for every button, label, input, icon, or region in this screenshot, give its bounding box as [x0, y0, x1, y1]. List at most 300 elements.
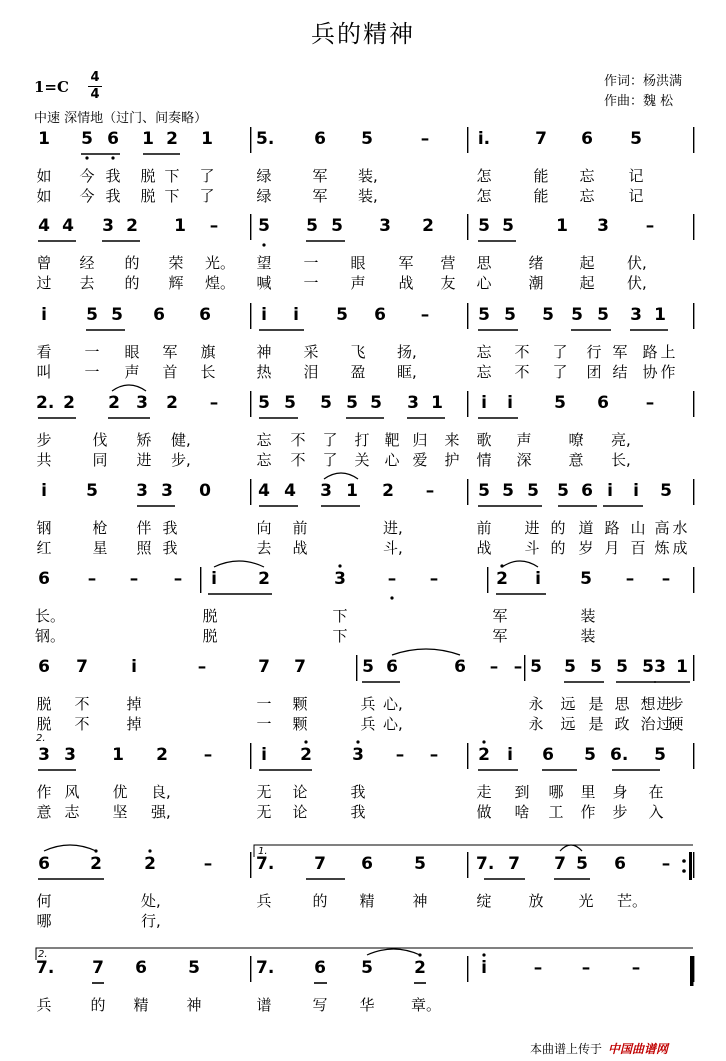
note: 7.	[36, 958, 55, 978]
bar-line	[250, 127, 251, 153]
note: 5	[361, 958, 373, 978]
lyric-verse2: 政	[614, 715, 630, 733]
note: 6	[581, 129, 593, 149]
note: 5	[478, 216, 490, 236]
lyric-verse1: 行	[586, 343, 602, 361]
note: 5	[576, 854, 588, 874]
note: 6	[153, 305, 165, 325]
octave-dot-below	[111, 156, 114, 159]
bar-line	[250, 852, 251, 878]
lyric-verse1: 我	[350, 783, 366, 801]
repeat-dot	[682, 859, 686, 863]
lyric-verse1: 的	[550, 519, 566, 537]
volta-label: 2.	[38, 949, 48, 960]
lyric-verse1: 想	[640, 695, 656, 713]
lyric-verse2: 忘	[476, 363, 492, 381]
meter-bottom: 4	[90, 87, 100, 102]
note: –	[203, 854, 213, 874]
note: i	[481, 958, 487, 978]
lyric-verse2: 颗	[292, 715, 308, 733]
lyric-verse2: 我	[350, 803, 366, 821]
note: 5	[111, 305, 123, 325]
note: 3	[379, 216, 391, 236]
lyric-verse1: 步	[668, 695, 684, 713]
lyric-verse2: 脱	[36, 715, 52, 733]
note: –	[429, 745, 439, 765]
lyric-verse1: 忘	[476, 343, 492, 361]
lyric-verse2: 远	[560, 715, 576, 733]
lyric-verse1: 向	[256, 519, 272, 537]
bar-line	[467, 852, 468, 878]
lyric-verse1: 前	[292, 519, 308, 537]
lyric-verse2: 月	[604, 539, 620, 557]
note: 2	[166, 129, 178, 149]
note: i	[261, 305, 267, 325]
note: 6	[38, 569, 50, 589]
bar-line	[467, 956, 468, 982]
key-signature: 1=C	[34, 78, 69, 96]
lyric-verse2: 泪	[303, 363, 319, 381]
lyric-verse2: 能	[533, 187, 549, 205]
lyric-verse2: 了	[199, 187, 215, 205]
octave-dot-above	[148, 849, 151, 852]
note: –	[387, 569, 397, 589]
note: 6	[386, 657, 398, 677]
lyric-verse2: 军	[492, 627, 508, 645]
lyric-verse1: 绿	[256, 167, 272, 185]
bar-line	[487, 567, 488, 593]
lyric-verse2: 绿	[256, 187, 272, 205]
lyric-verse2: 入	[648, 803, 664, 821]
lyric-verse1: 神	[256, 343, 272, 361]
bar-line	[524, 655, 525, 681]
lyric-verse1: 远	[560, 695, 576, 713]
bar-line	[250, 214, 251, 240]
bar-line	[250, 303, 251, 329]
lyric-verse2: 装,	[358, 187, 378, 205]
lyric-verse1: 掉	[126, 695, 142, 713]
note: –	[420, 129, 430, 149]
note: 5	[557, 481, 569, 501]
lyric-verse2: 掉	[126, 715, 142, 733]
lyric-verse2: 如	[36, 187, 52, 205]
lyric-verse2: 作	[580, 803, 596, 821]
note: i.	[477, 129, 491, 149]
lyric-verse2: 百	[630, 539, 646, 557]
note: 1	[38, 129, 50, 149]
lyric-verse1: 颗	[292, 695, 308, 713]
lyric-verse1: 眼	[350, 254, 366, 272]
lyric-verse1: 一	[84, 343, 100, 361]
note: 5	[331, 216, 343, 236]
lyric-verse1: 经	[79, 254, 95, 272]
bar-line	[693, 391, 694, 417]
lyric-verse2: 潮	[528, 274, 544, 292]
lyric-verse2: 共	[36, 451, 52, 469]
lyric-verse2: 盈	[350, 363, 366, 381]
lyric-verse1: 章。	[411, 996, 442, 1014]
lyric-verse1: 绽	[476, 892, 492, 910]
note: 5	[564, 657, 576, 677]
note: 7.	[256, 958, 275, 978]
lyric-verse1: 归	[412, 431, 428, 449]
composer-credit: 作曲：魏 松	[604, 94, 674, 109]
bar-line	[693, 852, 694, 878]
note: 5	[86, 481, 98, 501]
lyric-verse2: 意	[568, 451, 584, 469]
note: –	[129, 569, 139, 589]
note: 3	[654, 657, 666, 677]
note: –	[173, 569, 183, 589]
lyric-verse1: 装	[580, 607, 596, 625]
note: 5	[188, 958, 200, 978]
note: 7	[554, 854, 566, 874]
lyric-verse2: 硬	[668, 715, 684, 733]
lyric-verse2: 声	[124, 363, 140, 381]
repeat-barline-thick	[689, 852, 692, 880]
note: 5	[370, 393, 382, 413]
lyric-verse1: 路	[604, 519, 620, 537]
lyric-verse1: 旗	[200, 343, 216, 361]
bar-line	[250, 956, 251, 982]
note: 3	[334, 569, 346, 589]
lyric-verse1: 山	[630, 519, 646, 537]
lyric-verse2: 叫	[36, 363, 52, 381]
lyric-verse1: 了	[199, 167, 215, 185]
note: 3	[161, 481, 173, 501]
bar-line	[467, 214, 468, 240]
note: 7.	[476, 854, 495, 874]
lyric-verse2: 心	[384, 451, 400, 469]
lyric-verse2: 志	[64, 803, 80, 821]
lyric-verse1: 军	[492, 607, 508, 625]
lyric-verse1: 伴	[136, 519, 152, 537]
lyric-verse1: 装,	[358, 167, 378, 185]
note: 5	[362, 657, 374, 677]
lyric-verse2: 了	[322, 451, 338, 469]
repeat-dot	[682, 869, 686, 873]
lyric-verse2: 哪	[36, 912, 52, 930]
slur-arc	[560, 845, 582, 851]
note: –	[395, 745, 405, 765]
note: 2	[108, 393, 120, 413]
volta-bracket-2	[36, 948, 693, 960]
note: –	[420, 305, 430, 325]
lyric-verse2: 一	[84, 363, 100, 381]
lyric-verse2: 步,	[171, 451, 191, 469]
lyric-verse1: 一	[256, 695, 272, 713]
meter-top: 4	[90, 70, 100, 85]
lyric-verse1: 亮,	[611, 431, 631, 449]
octave-dot-above	[338, 564, 341, 567]
lyric-verse1: 兵	[360, 695, 376, 713]
note: i	[261, 745, 267, 765]
lyric-verse2: 不	[290, 451, 306, 469]
lyric-verse2: 声	[350, 274, 366, 292]
note: –	[661, 854, 671, 874]
lyric-verse2: 啥	[514, 803, 530, 821]
note: 2	[478, 745, 490, 765]
note: 1	[174, 216, 186, 236]
lyric-verse2: 深	[516, 451, 532, 469]
lyric-verse1: 下	[332, 607, 348, 625]
lyric-verse1: 伏,	[627, 254, 647, 272]
lyric-verse2: 今	[79, 187, 95, 205]
note: 5	[414, 854, 426, 874]
note: –	[513, 657, 523, 677]
lyric-verse1: 光。	[205, 254, 236, 272]
lyric-verse1: 谱	[256, 996, 272, 1014]
note: 6	[454, 657, 466, 677]
note: 2	[126, 216, 138, 236]
lyric-verse1: 是	[588, 695, 604, 713]
bar-line	[356, 655, 357, 681]
lyric-verse2: 一	[303, 274, 319, 292]
lyric-verse2: 做	[476, 803, 492, 821]
lyric-verse1: 钢	[36, 519, 52, 537]
lyric-verse2: 了	[552, 363, 568, 381]
note: 5	[284, 393, 296, 413]
note: 5	[478, 481, 490, 501]
bar-line	[250, 479, 251, 505]
lyric-verse1: 道	[578, 519, 594, 537]
lyric-verse1: 神	[412, 892, 428, 910]
note: –	[209, 216, 219, 236]
lyric-verse2: 进	[136, 451, 152, 469]
lyric-verse2: 喊	[256, 274, 272, 292]
lyric-verse1: 进	[656, 695, 672, 713]
bar-line	[467, 743, 468, 769]
lyric-verse2: 脱	[202, 627, 218, 645]
lyric-verse1: 华	[359, 996, 375, 1014]
note: 7	[294, 657, 306, 677]
lyric-verse2: 的	[124, 274, 140, 292]
footer	[530, 1040, 668, 1057]
note: –	[429, 569, 439, 589]
lyric-verse2: 成	[672, 539, 688, 557]
lyric-verse1: 永	[528, 695, 544, 713]
note: 1	[676, 657, 688, 677]
lyric-verse1: 风	[64, 783, 80, 801]
note: 2	[144, 854, 156, 874]
lyric-verse1: 绪	[528, 254, 544, 272]
note: 0	[199, 481, 211, 501]
lyric-verse1: 良,	[151, 783, 171, 801]
lyric-verse2: 炼	[654, 539, 670, 557]
note: 5	[258, 216, 270, 236]
note: 5	[502, 481, 514, 501]
slur-arc	[367, 949, 420, 955]
lyric-verse2: 友	[440, 274, 456, 292]
note: 5	[346, 393, 358, 413]
lyric-verse2: 战	[292, 539, 308, 557]
note: 2.	[36, 393, 55, 413]
lyric-verse1: 了	[322, 431, 338, 449]
note: 1	[556, 216, 568, 236]
lyric-verse1: 步	[36, 431, 52, 449]
lyric-verse1: 眼	[124, 343, 140, 361]
note: 2	[90, 854, 102, 874]
note: 5	[81, 129, 93, 149]
lyric-verse2: 去	[79, 274, 95, 292]
note: 5	[580, 569, 592, 589]
note: 4	[38, 216, 50, 236]
lyric-verse1: 来	[444, 431, 460, 449]
lyric-verse1: 记	[628, 167, 644, 185]
note: –	[489, 657, 499, 677]
note: 5	[590, 657, 602, 677]
lyric-verse1: 下	[164, 167, 180, 185]
note: 7	[314, 854, 326, 874]
lyric-verse1: 今	[79, 167, 95, 185]
note: 2	[382, 481, 394, 501]
bar-line	[467, 303, 468, 329]
lyric-verse1: 处,	[141, 892, 161, 910]
lyric-verse2: 论	[292, 803, 308, 821]
lyric-verse1: 曾	[36, 254, 52, 272]
lyric-verse2: 心	[476, 274, 492, 292]
lyric-verse2: 兵	[360, 715, 376, 733]
lyric-verse1: 了	[552, 343, 568, 361]
lyric-verse1: 路	[642, 343, 658, 361]
lyric-verse2: 的	[550, 539, 566, 557]
note: 1	[112, 745, 124, 765]
lyric-verse1: 不	[290, 431, 306, 449]
lyric-verse1: 歌	[476, 431, 492, 449]
lyric-verse2: 岁	[578, 539, 594, 557]
note: i	[293, 305, 299, 325]
note: –	[197, 657, 207, 677]
note: 3	[407, 393, 419, 413]
note: i	[633, 481, 639, 501]
note: i	[211, 569, 217, 589]
lyric-verse2: 过	[36, 274, 52, 292]
lyric-verse1: 军	[398, 254, 414, 272]
lyric-verse2: 去	[256, 539, 272, 557]
lyric-verse1: 靶	[384, 431, 400, 449]
footer-site-logo: 中国曲谱网	[608, 1042, 669, 1056]
note: 6	[361, 854, 373, 874]
lyric-verse2: 治	[640, 715, 656, 733]
bar-line	[467, 127, 468, 153]
lyric-verse1: 能	[533, 167, 549, 185]
slur-arc	[214, 561, 264, 567]
lyric-verse1: 声	[516, 431, 532, 449]
lyric-verse1: 忘	[256, 431, 272, 449]
note: –	[533, 958, 543, 978]
lyric-verse2: 爱	[412, 451, 428, 469]
slur-arc	[112, 385, 146, 391]
lyric-verse1: 采	[303, 343, 319, 361]
bar-line	[693, 743, 694, 769]
note: –	[645, 393, 655, 413]
lyric-verse1: 不	[514, 343, 530, 361]
lyric-verse1: 脱	[202, 607, 218, 625]
note: –	[581, 958, 591, 978]
lyric-verse1: 荣	[168, 254, 184, 272]
lyric-verse2: 军	[312, 187, 328, 205]
lyric-verse1: 到	[514, 783, 530, 801]
lyric-verse1: 优	[112, 783, 128, 801]
note: i	[507, 393, 513, 413]
bar-line	[693, 655, 694, 681]
lyric-verse1: 光	[578, 892, 594, 910]
note: 5	[530, 657, 542, 677]
lyricist-credit: 作词：杨洪满	[604, 74, 683, 89]
note: –	[661, 569, 671, 589]
bar-line	[250, 743, 251, 769]
tempo-marking: 中速 深情地（过门、间奏略）	[34, 111, 208, 126]
lyric-verse1: 在	[648, 783, 664, 801]
note: 3	[630, 305, 642, 325]
footer-text: 本曲谱上传于	[530, 1042, 603, 1056]
volta-label: 2.	[36, 733, 46, 744]
lyric-verse1: 高	[654, 519, 670, 537]
lyric-verse2: 红	[36, 539, 52, 557]
note: 3	[136, 481, 148, 501]
octave-dot-above	[482, 953, 485, 956]
note: 3	[102, 216, 114, 236]
lyric-verse2: 战	[476, 539, 492, 557]
lyric-verse1: 军	[312, 167, 328, 185]
lyric-verse2: 坚	[112, 803, 128, 821]
lyric-verse1: 无	[256, 783, 272, 801]
lyric-verse1: 望	[256, 254, 272, 272]
lyric-verse2: 记	[628, 187, 644, 205]
note: –	[209, 393, 219, 413]
note: 6	[107, 129, 119, 149]
bar-line	[200, 567, 201, 593]
note: 5	[630, 129, 642, 149]
note: 6	[38, 854, 50, 874]
note: 3	[352, 745, 364, 765]
note: 7	[76, 657, 88, 677]
note: 6	[314, 129, 326, 149]
octave-dot-above	[482, 740, 485, 743]
lyric-verse2: 情	[476, 451, 492, 469]
lyric-verse2: 强,	[151, 803, 171, 821]
lyric-verse2: 团	[586, 363, 602, 381]
lyric-verse2: 行,	[141, 912, 161, 930]
note: 5	[320, 393, 332, 413]
note: 5	[542, 305, 554, 325]
note: 2	[156, 745, 168, 765]
lyric-verse2: 下	[164, 187, 180, 205]
lyric-verse1: 芒。	[617, 892, 648, 910]
lyric-verse1: 兵	[256, 892, 272, 910]
lyric-verse1: 脱	[140, 167, 156, 185]
note: –	[631, 958, 641, 978]
note: i	[481, 393, 487, 413]
lyric-verse1: 进,	[383, 519, 403, 537]
lyric-verse1: 怎	[476, 167, 492, 185]
slur-arc	[392, 649, 460, 655]
note: 2	[414, 958, 426, 978]
note: 5	[258, 393, 270, 413]
lyric-verse1: 一	[303, 254, 319, 272]
lyric-verse2: 首	[162, 363, 178, 381]
lyric-verse2: 我	[105, 187, 121, 205]
lyric-verse2: 伏,	[627, 274, 647, 292]
note: 2	[496, 569, 508, 589]
lyric-verse2: 是	[588, 715, 604, 733]
note: 6	[597, 393, 609, 413]
lyric-verse2: 结	[612, 363, 628, 381]
note: 5	[306, 216, 318, 236]
note: 5	[654, 745, 666, 765]
note: 1	[201, 129, 213, 149]
lyric-verse2: 战	[398, 274, 414, 292]
